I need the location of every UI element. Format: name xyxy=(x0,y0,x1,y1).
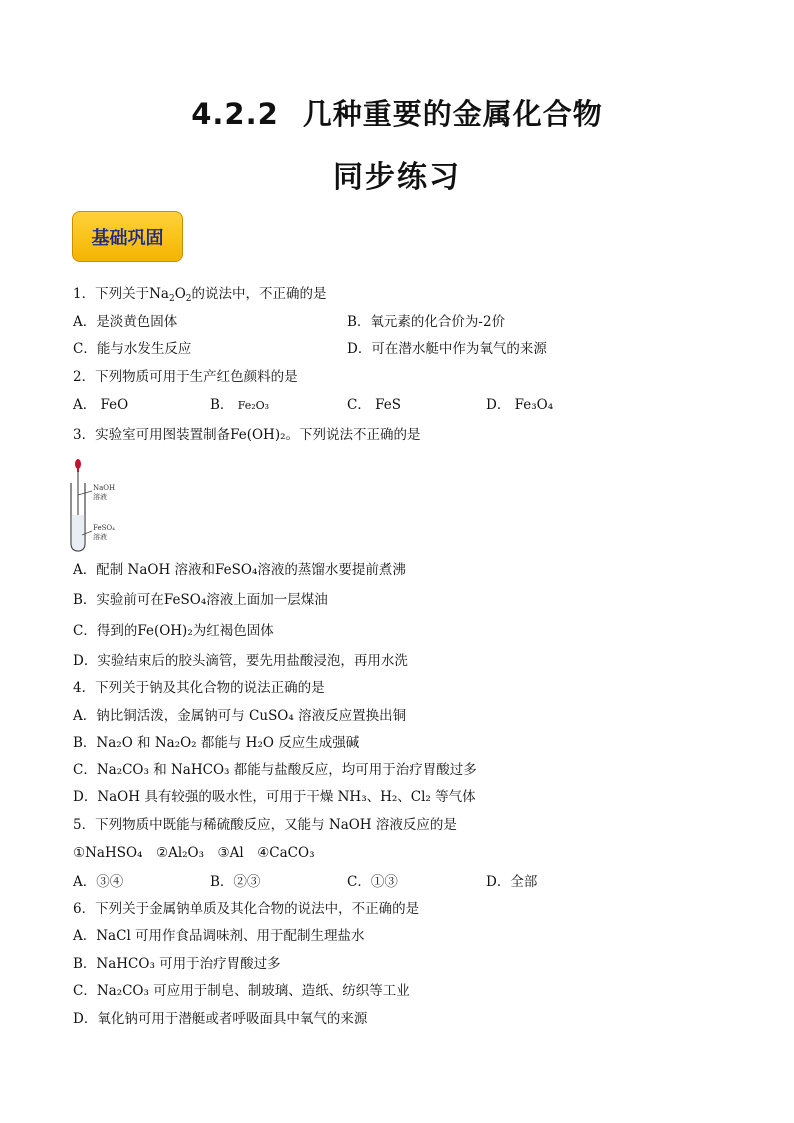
q4-option-d: D．NaOH 具有较强的吸水性，可用于干燥 NH₃、H₂、Cl₂ 等气体 xyxy=(73,789,476,805)
q2-option-d: D． Fe₃O₄ xyxy=(486,397,554,413)
q6-stem: 6．下列关于金属钠单质及其化合物的说法中，不正确的是 xyxy=(73,901,420,917)
q4-option-b: B．Na₂O 和 Na₂O₂ 都能与 H₂O 反应生成强碱 xyxy=(73,735,360,751)
q3-option-c: C．得到的Fe(OH)₂为红褐色固体 xyxy=(73,623,274,639)
dropper-bulb-icon xyxy=(75,459,81,469)
q4-option-c: C．Na₂CO₃ 和 NaHCO₃ 都能与盐酸反应，均可用于治疗胃酸过多 xyxy=(73,762,477,778)
label-feso4-solution: 溶液 xyxy=(93,533,107,541)
q4-option-a: A．钠比铜活泼，金属钠可与 CuSO₄ 溶液反应置换出铜 xyxy=(73,708,407,724)
label-feso4: FeSO₄ xyxy=(93,524,115,532)
q2-option-a: A． FeO xyxy=(73,397,129,413)
q6-option-c: C．Na₂CO₃ 可应用于制皂、制玻璃、造纸、纺织等工业 xyxy=(73,983,410,999)
section-number: 4.2.2 xyxy=(191,97,279,131)
q1-option-c: C．能与水发生反应 xyxy=(73,341,192,357)
q1-option-a: A．是淡黄色固体 xyxy=(73,314,178,330)
q2-stem: 2．下列物质可用于生产红色颜料的是 xyxy=(73,369,298,385)
q1-option-b: B．氧元素的化合价为-2价 xyxy=(347,314,506,330)
q1-option-d: D．可在潜水艇中作为氧气的来源 xyxy=(347,341,547,357)
q5-option-d: D．全部 xyxy=(486,874,538,890)
apparatus-figure xyxy=(66,455,146,559)
q5-option-b: B．②③ xyxy=(210,874,261,890)
q2-option-b: B． Fe₂O₃ xyxy=(210,397,270,413)
label-naoh-solution: 溶液 xyxy=(93,493,107,501)
q5-stem: 5．下列物质中既能与稀硫酸反应，又能与 NaOH 溶液反应的是 xyxy=(73,817,457,833)
q5-option-a: A．③④ xyxy=(73,874,124,890)
q6-option-b: B．NaHCO₃ 可用于治疗胃酸过多 xyxy=(73,956,281,972)
q2-option-c: C． FeS xyxy=(347,397,401,413)
q4-stem: 4．下列关于钠及其化合物的说法正确的是 xyxy=(73,680,325,696)
q3-option-d: D．实验结束后的胶头滴管，要先用盐酸浸泡，再用水洗 xyxy=(73,653,408,669)
q3-option-b: B．实验前可在FeSO₄溶液上面加一层煤油 xyxy=(73,592,328,608)
q6-option-a: A．NaCl 可用作食品调味剂、用于配制生理盐水 xyxy=(73,928,365,944)
document-title xyxy=(0,92,794,133)
q5-items: ①NaHSO₄ ②Al₂O₃ ③Al ④CaCO₃ xyxy=(73,845,315,861)
q3-option-a: A．配制 NaOH 溶液和FeSO₄溶液的蒸馏水要提前煮沸 xyxy=(73,562,406,578)
title-text: 几种重要的金属化合物 xyxy=(302,97,603,131)
q5-option-c: C．①③ xyxy=(347,874,398,890)
document-subtitle: 同步练习 xyxy=(333,160,461,195)
section-badge: 基础巩固 xyxy=(72,211,183,262)
label-naoh: NaOH xyxy=(93,484,116,492)
q6-option-d: D．氧化钠可用于潜艇或者呼吸面具中氧气的来源 xyxy=(73,1011,368,1027)
q3-stem: 3．实验室可用图装置制备Fe(OH)₂。下列说法不正确的是 xyxy=(73,427,421,443)
q1-stem: 1．下列关于$Na_2O_2$的说法中，不正确的是 xyxy=(73,286,327,304)
